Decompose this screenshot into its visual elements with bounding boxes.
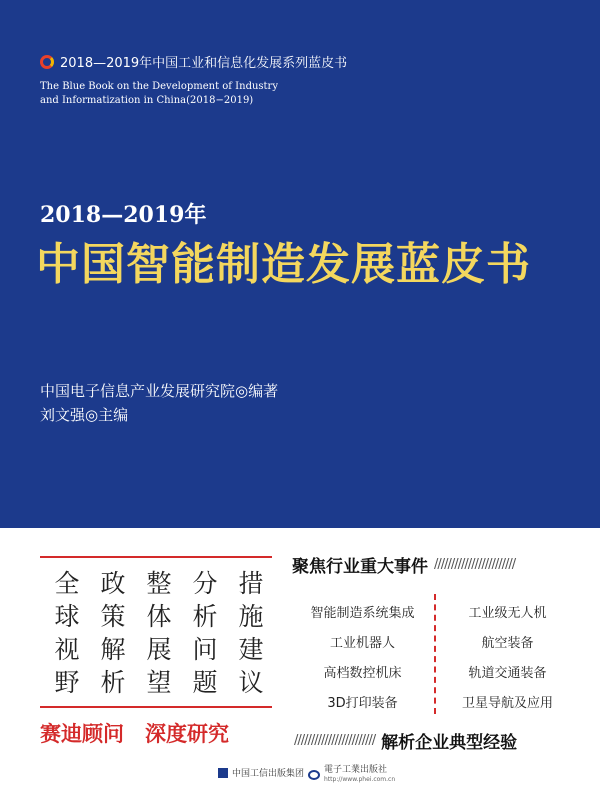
- grid-char: 题: [192, 668, 218, 697]
- grid-char: 球: [54, 602, 80, 631]
- grid-char: 措: [238, 569, 264, 598]
- publisher-group: [218, 766, 304, 779]
- grid-char: 分: [192, 569, 218, 598]
- grid-char: 展: [146, 635, 172, 664]
- publisher-house-logo-icon: [308, 770, 320, 780]
- focus-label: 聚焦行业重大事件: [292, 557, 428, 577]
- grid-char: 视: [54, 635, 80, 664]
- publisher-group-name: 中国工信出版集团: [232, 769, 305, 779]
- grid-char: 望: [146, 668, 172, 697]
- grid-char: 析: [192, 602, 218, 631]
- grid-char: 施: [238, 602, 264, 631]
- series-line: [40, 52, 347, 71]
- red-rule-bottom: [40, 706, 272, 708]
- topic-item: 轨道交通装备: [468, 665, 547, 681]
- grid-char: 全: [54, 569, 80, 598]
- analysis-heading: [288, 728, 517, 753]
- grid-char: 建: [238, 635, 264, 664]
- chief-editor: 刘文强◎主编: [40, 406, 129, 424]
- grid-char: 问: [192, 635, 218, 664]
- book-title: 中国智能制造发展蓝皮书: [36, 239, 531, 290]
- year-range: 2018—2019年: [40, 202, 207, 228]
- grid-char: 析: [100, 668, 126, 697]
- topic-item: 高档数控机床: [323, 665, 402, 681]
- grid-char: 策: [100, 602, 126, 631]
- publisher-house: [308, 766, 395, 784]
- topic-item: 卫星导航及应用: [461, 695, 553, 711]
- english-line-2: and Informatization in China(2018−2019): [40, 95, 254, 106]
- analysis-label: 解析企业典型经验: [381, 733, 518, 753]
- character-grid: [44, 568, 274, 698]
- topic-item: 智能制造系统集成: [310, 605, 415, 621]
- author-org: 中国电子信息产业发展研究院◎编著: [40, 382, 279, 400]
- english-line-1: The Blue Book on the Development of Industry: [40, 81, 278, 92]
- topic-item: 工业级无人机: [468, 605, 547, 621]
- slash-decoration-right: ////////////////////////: [434, 557, 516, 572]
- publisher-house-text: [324, 766, 395, 784]
- publisher-house-name: 電子工業出版社: [324, 765, 388, 775]
- grid-char: 解: [100, 635, 126, 664]
- topic-item: 航空装备: [481, 635, 534, 651]
- slogan: 赛迪顾问 深度研究: [40, 722, 229, 746]
- grid-char: 野: [54, 668, 80, 697]
- topic-item: 工业机器人: [329, 635, 395, 651]
- english-title: [40, 80, 300, 108]
- focus-heading: [292, 552, 515, 577]
- topic-item: 3D打印装备: [327, 695, 398, 711]
- series-logo-icon: [40, 55, 54, 69]
- grid-char: 体: [146, 602, 172, 631]
- grid-char: 整: [146, 569, 172, 598]
- publisher-group-logo-icon: [218, 768, 228, 778]
- red-rule-top: [40, 556, 272, 558]
- grid-char: 政: [100, 569, 126, 598]
- grid-char: 议: [238, 668, 264, 697]
- publisher-house-url: http://www.phei.com.cn: [324, 776, 396, 783]
- series-text: 2018—2019年中国工业和信息化发展系列蓝皮书: [60, 56, 348, 71]
- topic-divider: [434, 594, 436, 714]
- slash-decoration-left: ////////////////////////: [294, 733, 376, 748]
